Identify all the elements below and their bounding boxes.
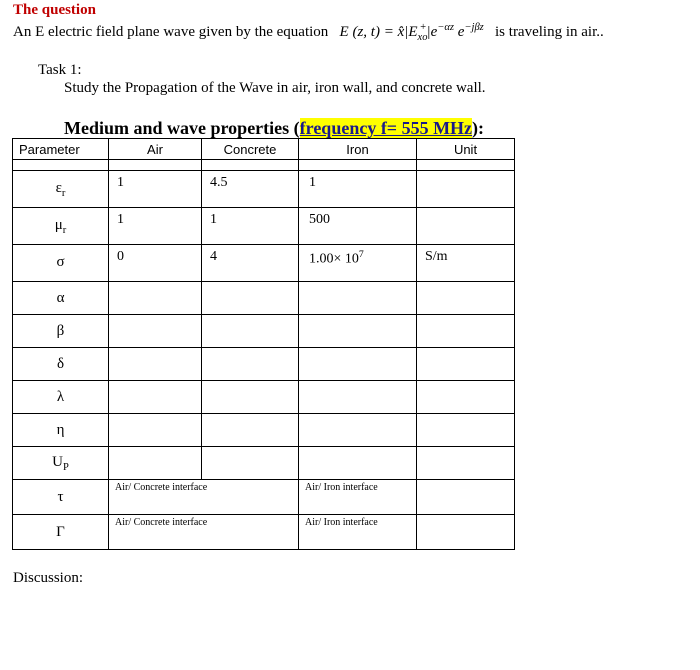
question-title: The question [13,2,96,18]
air-cell: 1 [109,208,202,245]
air-cell: 1 [109,171,202,208]
iron-cell [299,381,417,414]
iron-cell [299,315,417,348]
unit-cell [417,348,515,381]
table-row [13,515,515,550]
param-cell: λ [13,381,109,414]
param-cell: δ [13,348,109,381]
col-header-concrete: Concrete [202,139,299,160]
unit-cell [417,447,515,480]
air-cell [109,348,202,381]
concrete-cell [202,348,299,381]
unit-cell [417,315,515,348]
iron-cell: 1 [299,171,417,208]
concrete-cell [202,447,299,480]
param-cell: σ [13,245,109,282]
question-intro: An E electric field plane wave given by the equation [13,24,329,40]
air-iron-interface-cell: Air/ Iron interface [299,515,417,550]
table-heading: Medium and wave properties (frequency f= 555 MHz): [64,118,485,138]
param-cell: Γ [13,515,109,550]
param-cell: $U_P$ [13,447,109,480]
question-statement [13,22,604,43]
unit-cell [417,171,515,208]
col-header-air: Air [109,139,202,160]
concrete-cell [202,381,299,414]
task-description: Study the Propagation of the Wave in air, iron wall, and concrete wall. [64,80,486,96]
concrete-cell [202,414,299,447]
table-header-row [13,139,515,160]
param-cell: η [13,414,109,447]
air-cell: 0 [109,245,202,282]
air-cell [109,381,202,414]
properties-table [12,138,515,550]
iron-cell: $1.00\times 10^7$ [299,245,417,282]
air-cell [109,414,202,447]
param-cell: β [13,315,109,348]
unit-cell: S/m [417,245,515,282]
concrete-cell: 4.5 [202,171,299,208]
iron-cell [299,348,417,381]
unit-cell [417,515,515,550]
table-row [13,171,515,208]
unit-cell [417,480,515,515]
discussion-label: Discussion: [13,570,84,586]
table-row [13,381,515,414]
iron-cell: 500 [299,208,417,245]
air-cell [109,282,202,315]
unit-cell [417,381,515,414]
table-row [13,348,515,381]
table-row [13,480,515,515]
question-outro: is traveling in air.. [495,24,604,40]
field-equation: E (z, $t) = x̂|E_{xo}^+|e^{-\alpha z}$ $e^{-j\beta z}$ [339,22,484,43]
air-iron-interface-cell: Air/ Iron interface [299,480,417,515]
unit-cell [417,414,515,447]
iron-cell [299,447,417,480]
param-cell: τ [13,480,109,515]
param-cell: $\mu_r$ [13,208,109,245]
col-header-iron: Iron [299,139,417,160]
col-header-parameter: Parameter [13,139,109,160]
col-header-unit: Unit [417,139,515,160]
iron-cell [299,414,417,447]
air-concrete-interface-cell: Air/ Concrete interface [109,515,299,550]
concrete-cell [202,282,299,315]
task-label: Task 1: [38,62,82,78]
unit-cell [417,208,515,245]
air-cell [109,315,202,348]
param-cell: $\varepsilon_r$ [13,171,109,208]
concrete-cell: 1 [202,208,299,245]
param-cell: α [13,282,109,315]
air-cell [109,447,202,480]
air-concrete-interface-cell: Air/ Concrete interface [109,480,299,515]
concrete-cell [202,315,299,348]
table-row [13,282,515,315]
table-row [13,315,515,348]
unit-cell [417,282,515,315]
table-row [13,245,515,282]
table-row [13,208,515,245]
frequency-highlight: frequency f= 555 MHz [299,118,473,138]
table-row [13,414,515,447]
iron-cell [299,282,417,315]
table-row [13,447,515,480]
table-spacer-row [13,160,515,171]
concrete-cell: 4 [202,245,299,282]
